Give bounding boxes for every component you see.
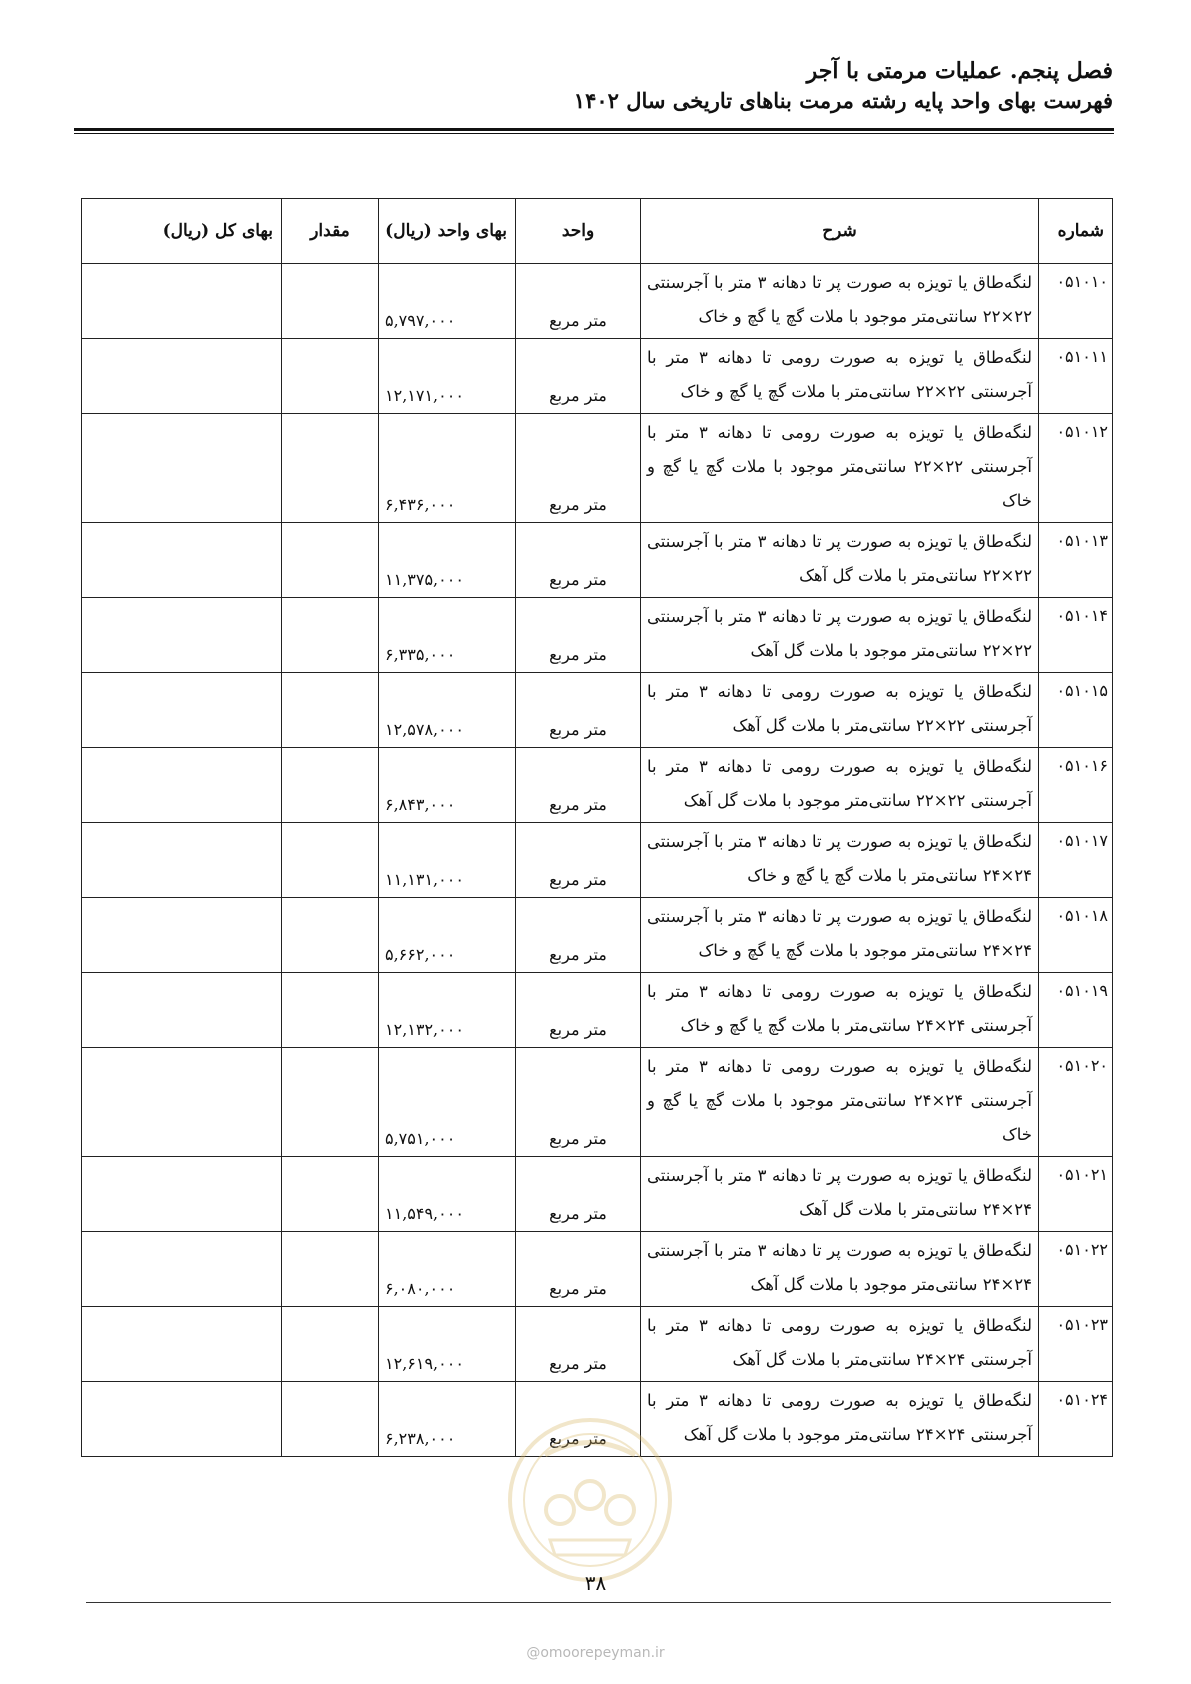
item-unit-price: ۱۱,۱۳۱,۰۰۰: [379, 823, 516, 898]
table-row: [82, 1307, 1113, 1382]
item-description: لنگه‌طاق یا تویزه به صورت پر تا دهانه ۳ متر با آجرسنتی ۲۴×۲۴ سانتی‌متر با ملات گچ یا گچ و خاک: [641, 823, 1039, 898]
item-unit: متر مربع: [516, 264, 641, 339]
item-description: لنگه‌طاق یا تویزه به صورت رومی تا دهانه ۳ متر با آجرسنتی ۲۲×۲۲ سانتی‌متر موجود با ملات گل آهک: [641, 748, 1039, 823]
item-unit-price: ۶,۸۴۳,۰۰۰: [379, 748, 516, 823]
item-total-price[interactable]: [82, 339, 282, 414]
item-total-price[interactable]: [82, 1048, 282, 1157]
item-description: لنگه‌طاق یا تویزه به صورت رومی تا دهانه ۳ متر با آجرسنتی ۲۲×۲۲ سانتی‌متر با ملات گل آهک: [641, 673, 1039, 748]
item-unit: متر مربع: [516, 1232, 641, 1307]
table-row: [82, 748, 1113, 823]
item-description: لنگه‌طاق یا تویزه به صورت رومی تا دهانه ۳ متر با آجرسنتی ۲۴×۲۴ سانتی‌متر با ملات گچ یا گچ و خاک: [641, 973, 1039, 1048]
header-quantity: مقدار: [282, 199, 379, 264]
item-code: ۰۵۱۰۱۷: [1039, 823, 1113, 898]
header-description: شرح: [641, 199, 1039, 264]
item-unit: متر مربع: [516, 1048, 641, 1157]
item-description: لنگه‌طاق یا تویزه به صورت رومی تا دهانه ۳ متر با آجرسنتی ۲۲×۲۲ سانتی‌متر موجود با ملات گچ یا گچ و خاک: [641, 414, 1039, 523]
item-description: لنگه‌طاق یا تویزه به صورت پر تا دهانه ۳ متر با آجرسنتی ۲۴×۲۴ سانتی‌متر با ملات گل آهک: [641, 1157, 1039, 1232]
table-body: [82, 264, 1113, 1457]
item-unit-price: ۶,۰۸۰,۰۰۰: [379, 1232, 516, 1307]
item-unit-price: ۱۲,۵۷۸,۰۰۰: [379, 673, 516, 748]
table-row: [82, 598, 1113, 673]
item-quantity[interactable]: [282, 673, 379, 748]
item-unit-price: ۱۲,۱۷۱,۰۰۰: [379, 339, 516, 414]
item-code: ۰۵۱۰۱۲: [1039, 414, 1113, 523]
footer-divider: [86, 1602, 1111, 1603]
item-total-price[interactable]: [82, 1382, 282, 1457]
item-unit: متر مربع: [516, 1307, 641, 1382]
item-unit-price: ۱۲,۶۱۹,۰۰۰: [379, 1307, 516, 1382]
table-row: [82, 1048, 1113, 1157]
item-total-price[interactable]: [82, 673, 282, 748]
item-total-price[interactable]: [82, 823, 282, 898]
item-quantity[interactable]: [282, 898, 379, 973]
item-description: لنگه‌طاق یا تویزه به صورت پر تا دهانه ۳ متر با آجرسنتی ۲۴×۲۴ سانتی‌متر موجود با ملات گچ یا گچ و خاک: [641, 898, 1039, 973]
item-quantity[interactable]: [282, 598, 379, 673]
price-list-table: [81, 198, 1113, 1457]
item-quantity[interactable]: [282, 339, 379, 414]
item-unit: متر مربع: [516, 673, 641, 748]
item-description: لنگه‌طاق یا تویزه به صورت پر تا دهانه ۳ متر با آجرسنتی ۲۲×۲۲ سانتی‌متر موجود با ملات گچ یا گچ و خاک: [641, 264, 1039, 339]
header-code: شماره: [1039, 199, 1113, 264]
document-subtitle: فهرست بهای واحد پایه رشته مرمت بناهای تاریخی سال ۱۴۰۲: [573, 88, 1113, 113]
item-code: ۰۵۱۰۱۱: [1039, 339, 1113, 414]
item-total-price[interactable]: [82, 264, 282, 339]
item-code: ۰۵۱۰۲۲: [1039, 1232, 1113, 1307]
item-unit: متر مربع: [516, 598, 641, 673]
item-code: ۰۵۱۰۱۶: [1039, 748, 1113, 823]
table-row: [82, 1232, 1113, 1307]
item-unit-price: ۱۱,۵۴۹,۰۰۰: [379, 1157, 516, 1232]
item-unit-price: ۵,۷۵۱,۰۰۰: [379, 1048, 516, 1157]
item-total-price[interactable]: [82, 898, 282, 973]
table-header-row: [82, 199, 1113, 264]
item-code: ۰۵۱۰۱۰: [1039, 264, 1113, 339]
item-code: ۰۵۱۰۲۰: [1039, 1048, 1113, 1157]
item-unit: متر مربع: [516, 1157, 641, 1232]
item-code: ۰۵۱۰۲۳: [1039, 1307, 1113, 1382]
table-row: [82, 973, 1113, 1048]
item-description: لنگه‌طاق یا تویزه به صورت رومی تا دهانه ۳ متر با آجرسنتی ۲۴×۲۴ سانتی‌متر موجود با ملات گچ یا گچ و خاک: [641, 1048, 1039, 1157]
table-row: [82, 823, 1113, 898]
table-row: [82, 898, 1113, 973]
item-quantity[interactable]: [282, 523, 379, 598]
item-unit: متر مربع: [516, 823, 641, 898]
item-code: ۰۵۱۰۱۹: [1039, 973, 1113, 1048]
table-row: [82, 264, 1113, 339]
item-total-price[interactable]: [82, 1307, 282, 1382]
item-quantity[interactable]: [282, 1048, 379, 1157]
item-total-price[interactable]: [82, 598, 282, 673]
item-quantity[interactable]: [282, 748, 379, 823]
item-unit-price: ۵,۷۹۷,۰۰۰: [379, 264, 516, 339]
table-row: [82, 673, 1113, 748]
item-code: ۰۵۱۰۱۴: [1039, 598, 1113, 673]
item-quantity[interactable]: [282, 414, 379, 523]
item-quantity[interactable]: [282, 1157, 379, 1232]
item-unit-price: ۱۱,۳۷۵,۰۰۰: [379, 523, 516, 598]
seal-watermark-icon: [505, 1415, 675, 1585]
item-total-price[interactable]: [82, 748, 282, 823]
item-unit: متر مربع: [516, 748, 641, 823]
item-unit: متر مربع: [516, 898, 641, 973]
item-code: ۰۵۱۰۱۵: [1039, 673, 1113, 748]
page-header: [78, 56, 1113, 116]
item-total-price[interactable]: [82, 1232, 282, 1307]
table-row: [82, 523, 1113, 598]
item-unit: متر مربع: [516, 414, 641, 523]
item-unit-price: ۵,۶۶۲,۰۰۰: [379, 898, 516, 973]
header-total-price: بهای کل (ریال): [82, 199, 282, 264]
item-unit-price: ۶,۴۳۶,۰۰۰: [379, 414, 516, 523]
item-code: ۰۵۱۰۱۸: [1039, 898, 1113, 973]
website-watermark: @omoorepeyman.ir: [526, 1645, 665, 1661]
table-row: [82, 339, 1113, 414]
item-description: لنگه‌طاق یا تویزه به صورت رومی تا دهانه ۳ متر با آجرسنتی ۲۴×۲۴ سانتی‌متر با ملات گل آهک: [641, 1307, 1039, 1382]
item-quantity[interactable]: [282, 1307, 379, 1382]
item-unit: متر مربع: [516, 1382, 641, 1457]
chapter-title: فصل پنجم. عملیات مرمتی با آجر: [806, 58, 1113, 84]
item-total-price[interactable]: [82, 1157, 282, 1232]
item-quantity[interactable]: [282, 973, 379, 1048]
header-divider: [74, 128, 1114, 134]
item-unit: متر مربع: [516, 339, 641, 414]
table-row: [82, 414, 1113, 523]
item-description: لنگه‌طاق یا تویزه به صورت رومی تا دهانه ۳ متر با آجرسنتی ۲۴×۲۴ سانتی‌متر موجود با ملات گل آهک: [641, 1382, 1039, 1457]
item-unit: متر مربع: [516, 523, 641, 598]
item-unit-price: ۱۲,۱۳۲,۰۰۰: [379, 973, 516, 1048]
item-total-price[interactable]: [82, 523, 282, 598]
item-description: لنگه‌طاق یا تویزه به صورت پر تا دهانه ۳ متر با آجرسنتی ۲۴×۲۴ سانتی‌متر موجود با ملات گل آهک: [641, 1232, 1039, 1307]
item-quantity[interactable]: [282, 264, 379, 339]
item-unit-price: ۶,۳۳۵,۰۰۰: [379, 598, 516, 673]
item-unit-price: ۶,۲۳۸,۰۰۰: [379, 1382, 516, 1457]
item-quantity[interactable]: [282, 823, 379, 898]
item-description: لنگه‌طاق یا تویزه به صورت پر تا دهانه ۳ متر با آجرسنتی ۲۲×۲۲ سانتی‌متر با ملات گل آهک: [641, 523, 1039, 598]
page-number: ۳۸: [584, 1571, 607, 1595]
item-code: ۰۵۱۰۲۴: [1039, 1382, 1113, 1457]
header-unit-price: بهای واحد (ریال): [379, 199, 516, 264]
item-total-price[interactable]: [82, 973, 282, 1048]
item-total-price[interactable]: [82, 414, 282, 523]
table-row: [82, 1157, 1113, 1232]
item-description: لنگه‌طاق یا تویزه به صورت رومی تا دهانه ۳ متر با آجرسنتی ۲۲×۲۲ سانتی‌متر با ملات گچ یا گچ و خاک: [641, 339, 1039, 414]
item-quantity[interactable]: [282, 1382, 379, 1457]
header-unit: واحد: [516, 199, 641, 264]
item-code: ۰۵۱۰۱۳: [1039, 523, 1113, 598]
item-description: لنگه‌طاق یا تویزه به صورت پر تا دهانه ۳ متر با آجرسنتی ۲۲×۲۲ سانتی‌متر موجود با ملات گل آهک: [641, 598, 1039, 673]
item-unit: متر مربع: [516, 973, 641, 1048]
item-quantity[interactable]: [282, 1232, 379, 1307]
item-code: ۰۵۱۰۲۱: [1039, 1157, 1113, 1232]
